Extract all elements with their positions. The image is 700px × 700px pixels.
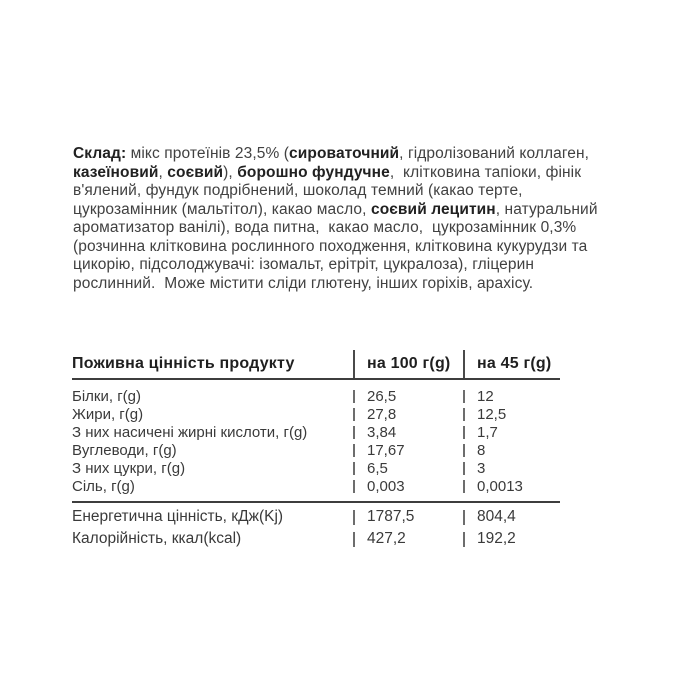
value-per-100g bbox=[353, 424, 463, 441]
row-label: Вуглеводи, г(g) bbox=[72, 441, 177, 459]
row-label: З них цукри, г(g) bbox=[72, 459, 186, 477]
column-divider bbox=[353, 444, 355, 457]
ingredient-emphasis: Склад: bbox=[73, 145, 127, 162]
composition-line bbox=[73, 145, 598, 164]
table-header-per-100g-label: на 100 г(g) bbox=[367, 355, 451, 372]
ingredient-text: , гідролізований коллаген, bbox=[399, 145, 590, 162]
ingredient-text: мікс протеїнів 23,5% ( bbox=[126, 145, 290, 162]
nutrition-table-header bbox=[72, 350, 560, 378]
value-per-45g-text: 3 bbox=[477, 459, 486, 477]
table-row bbox=[72, 405, 560, 423]
value-per-45g-text: 12 bbox=[477, 387, 494, 405]
column-divider bbox=[463, 444, 465, 457]
value-per-45g-text: 12,5 bbox=[477, 405, 507, 423]
value-per-100g-text: 3,84 bbox=[367, 423, 397, 441]
table-row bbox=[72, 506, 560, 528]
composition-paragraph bbox=[73, 145, 598, 293]
ingredient-emphasis: соєвий лецитин bbox=[370, 200, 496, 218]
row-label: Білки, г(g) bbox=[72, 387, 142, 405]
ingredient-emphasis: казеїновий bbox=[73, 163, 159, 181]
table-row bbox=[72, 459, 560, 477]
ingredient-emphasis: борошно фундучне bbox=[237, 163, 390, 181]
table-body bbox=[72, 380, 560, 501]
composition-line bbox=[73, 182, 598, 201]
column-divider bbox=[353, 350, 355, 378]
ingredient-text: цикорію, підсолоджувачі: ізомальт, ерітріт, цукралоза), гліцерин bbox=[73, 256, 535, 273]
value-per-100g bbox=[353, 388, 463, 405]
value-per-45g-text: 192,2 bbox=[477, 530, 516, 547]
composition-line bbox=[73, 164, 598, 183]
value-per-45g-text: 1,7 bbox=[477, 423, 498, 441]
value-per-100g bbox=[353, 530, 463, 548]
value-per-45g bbox=[463, 530, 560, 548]
value-per-100g-text: 26,5 bbox=[367, 387, 397, 405]
column-divider bbox=[463, 510, 465, 525]
value-per-100g-text: 1787,5 bbox=[367, 508, 415, 525]
value-per-100g bbox=[353, 460, 463, 477]
ingredient-text: ), bbox=[223, 163, 238, 181]
value-per-100g bbox=[353, 508, 463, 526]
column-divider bbox=[463, 408, 465, 421]
column-divider bbox=[463, 350, 465, 378]
column-divider bbox=[353, 426, 355, 439]
row-label: Жири, г(g) bbox=[72, 405, 144, 423]
row-label: З них насичені жирні кислоти, г(g) bbox=[72, 423, 308, 441]
table-header-per-45g-label: на 45 г(g) bbox=[477, 355, 552, 372]
value-per-100g bbox=[353, 478, 463, 495]
row-label: Калорійність, ккал(kcal) bbox=[72, 530, 242, 547]
column-divider bbox=[353, 390, 355, 403]
column-divider bbox=[463, 532, 465, 547]
table-row bbox=[72, 441, 560, 459]
value-per-45g bbox=[463, 388, 560, 405]
table-energy-section bbox=[72, 503, 560, 554]
ingredient-text: в'ялений, фундук подрібнений, шоколад темний (какао терте, bbox=[73, 182, 523, 199]
column-divider bbox=[463, 480, 465, 493]
column-divider bbox=[353, 532, 355, 547]
value-per-45g bbox=[463, 478, 560, 495]
table-row bbox=[72, 528, 560, 550]
composition-line bbox=[73, 238, 598, 257]
table-row bbox=[72, 423, 560, 441]
column-divider bbox=[353, 510, 355, 525]
value-per-100g-text: 17,67 bbox=[367, 441, 405, 459]
value-per-45g bbox=[463, 508, 560, 526]
column-divider bbox=[463, 390, 465, 403]
value-per-100g bbox=[353, 406, 463, 423]
value-per-45g-text: 8 bbox=[477, 441, 486, 459]
table-header-per-100g bbox=[353, 350, 463, 378]
ingredient-emphasis: соєвий bbox=[167, 163, 224, 181]
value-per-100g-text: 0,003 bbox=[367, 477, 405, 495]
column-divider bbox=[463, 462, 465, 475]
ingredient-text: рослинний. Може містити сліди глютену, інших горіхів, арахісу. bbox=[73, 274, 534, 292]
column-divider bbox=[353, 462, 355, 475]
composition-line bbox=[73, 201, 598, 220]
value-per-100g-text: 427,2 bbox=[367, 530, 406, 547]
ingredient-text: , натуральний bbox=[495, 200, 598, 218]
value-per-45g bbox=[463, 424, 560, 441]
composition-line bbox=[73, 219, 598, 238]
composition-line bbox=[73, 275, 598, 294]
ingredient-text: , клітковина тапіоки, фінік bbox=[389, 163, 582, 181]
ingredient-text: , bbox=[158, 163, 168, 181]
nutrition-table bbox=[72, 350, 560, 554]
composition-line bbox=[73, 256, 598, 275]
row-label: Енергетична цінність, кДж(Kj) bbox=[72, 508, 284, 525]
column-divider bbox=[353, 408, 355, 421]
value-per-45g-text: 804,4 bbox=[477, 508, 516, 525]
value-per-45g bbox=[463, 442, 560, 459]
column-divider bbox=[353, 480, 355, 493]
ingredient-text: цукрозамінник (мальтітол), какао масло, bbox=[73, 200, 371, 218]
value-per-45g bbox=[463, 406, 560, 423]
ingredient-text: (розчинна клітковина рослинного походження, клітковина кукурудзи та bbox=[73, 237, 588, 255]
column-divider bbox=[463, 426, 465, 439]
value-per-100g bbox=[353, 442, 463, 459]
ingredient-text: ароматизатор ванілі), вода питна, какао масло, цукрозамінник 0,3% bbox=[73, 219, 577, 236]
table-row bbox=[72, 477, 560, 495]
value-per-45g bbox=[463, 460, 560, 477]
ingredient-emphasis: сироваточний bbox=[289, 145, 400, 162]
value-per-45g-text: 0,0013 bbox=[477, 477, 523, 495]
row-label: Сіль, г(g) bbox=[72, 477, 135, 495]
table-row bbox=[72, 387, 560, 405]
value-per-100g-text: 6,5 bbox=[367, 459, 388, 477]
table-header-per-45g bbox=[463, 350, 560, 378]
value-per-100g-text: 27,8 bbox=[367, 405, 397, 423]
table-header-title: Поживна цінність продукту bbox=[72, 355, 295, 372]
